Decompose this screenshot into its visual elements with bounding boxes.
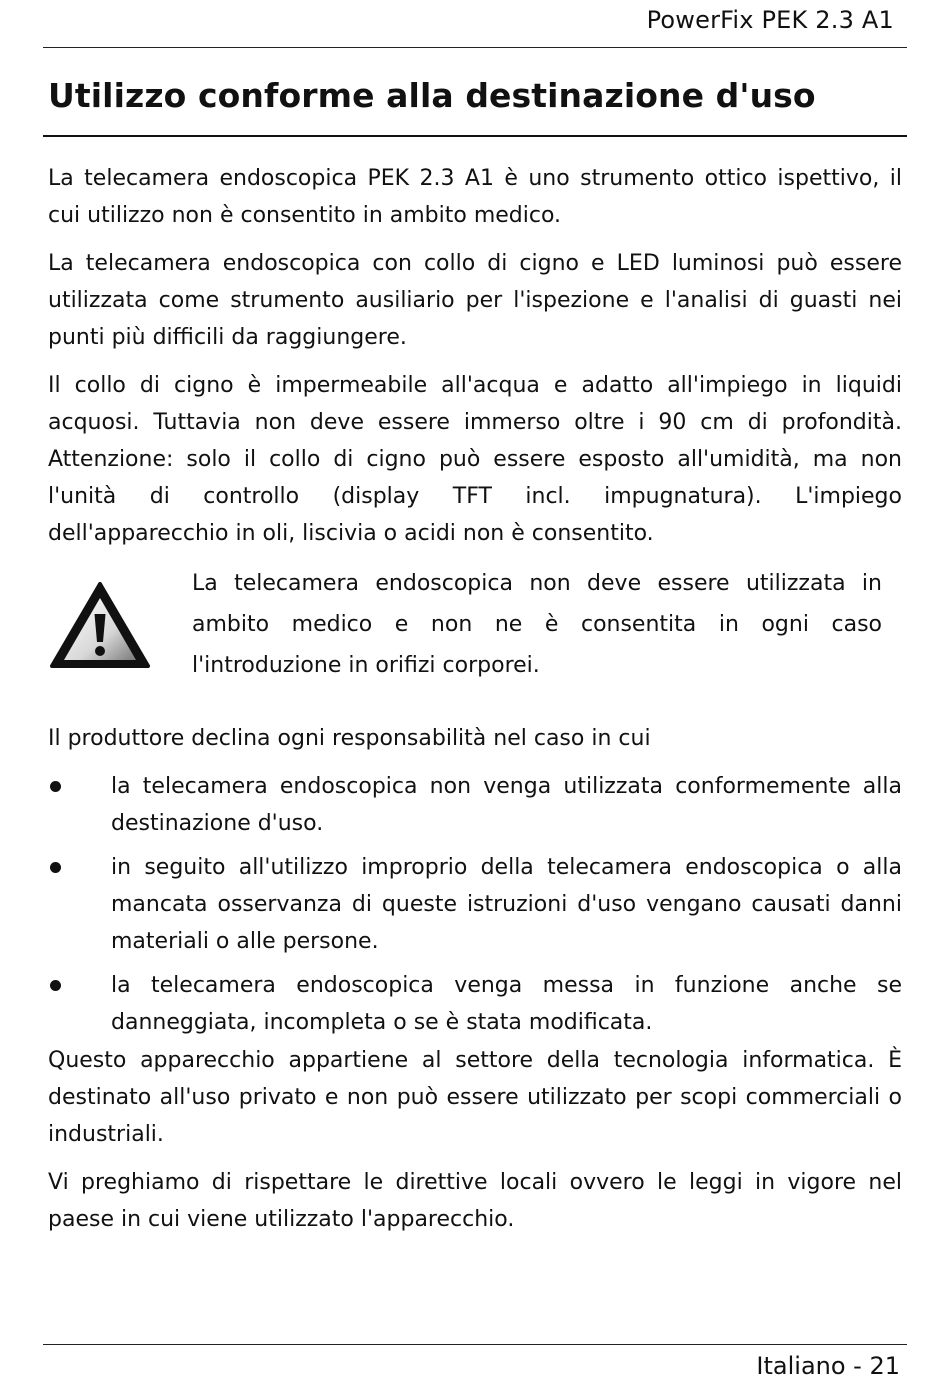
footer-rule [43, 1344, 907, 1345]
list-item-text: la telecamera endoscopica non venga utilizzata conformemente alla destinazione d'uso. [111, 774, 902, 836]
bullet-icon [50, 980, 61, 991]
paragraph: Il collo di cigno è impermeabile all'acqua e adatto all'impiego in liquidi acquosi. Tuttavia non deve essere immerso oltre i 90 cm di profondità. Attenzione: solo il collo di cigno può essere esposto all'umidità, ma non l'unità di controllo (display TFT incl. impugnatura). L'impiego dell'apparecchio in oli, liscivia o acidi non è consentito. [48, 373, 902, 546]
list-item-text: la telecamera endoscopica venga messa in funzione anche se danneggiata, incompleta o se è stata modificata. [111, 973, 902, 1035]
title-rule [43, 135, 907, 137]
liability-intro: Il produttore declina ogni responsabilità nel caso in cui [48, 726, 651, 751]
liability-list [48, 768, 902, 1041]
bullet-icon [50, 781, 61, 792]
list-item [48, 768, 902, 842]
paragraph: Questo apparecchio appartiene al settore della tecnologia informatica. È destinato all'uso privato e non può essere utilizzato per scopi commerciali o industriali. [48, 1048, 902, 1147]
warning-triangle-icon [48, 580, 152, 672]
header-rule [43, 47, 907, 48]
paragraph: La telecamera endoscopica PEK 2.3 A1 è uno strumento ottico ispettivo, il cui utilizzo non è consentito in ambito medico. [48, 166, 902, 228]
list-item [48, 849, 902, 960]
page-body [48, 160, 902, 1249]
warning-text: La telecamera endoscopica non deve essere utilizzata in ambito medico e non ne è consentita in ogni caso l'introduzione in orifizi corporei. [192, 571, 882, 678]
running-header: PowerFix PEK 2.3 A1 [646, 6, 894, 34]
list-item-text: in seguito all'utilizzo improprio della telecamera endoscopica o alla mancata osservanza di queste istruzioni d'uso vengano causati danni materiali o alle persone. [111, 855, 902, 954]
list-item [48, 967, 902, 1041]
paragraph: La telecamera endoscopica con collo di cigno e LED luminosi può essere utilizzata come strumento ausiliario per l'ispezione e l'analisi di guasti nei punti più difficili da raggiungere. [48, 251, 902, 350]
warning-notice [48, 563, 902, 686]
section-title: Utilizzo conforme alla destinazione d'uso [48, 76, 816, 115]
page-number: Italiano - 21 [756, 1352, 900, 1380]
bullet-icon [50, 862, 61, 873]
paragraph: Vi preghiamo di rispettare le direttive locali ovvero le leggi in vigore nel paese in cui viene utilizzato l'apparecchio. [48, 1170, 902, 1232]
